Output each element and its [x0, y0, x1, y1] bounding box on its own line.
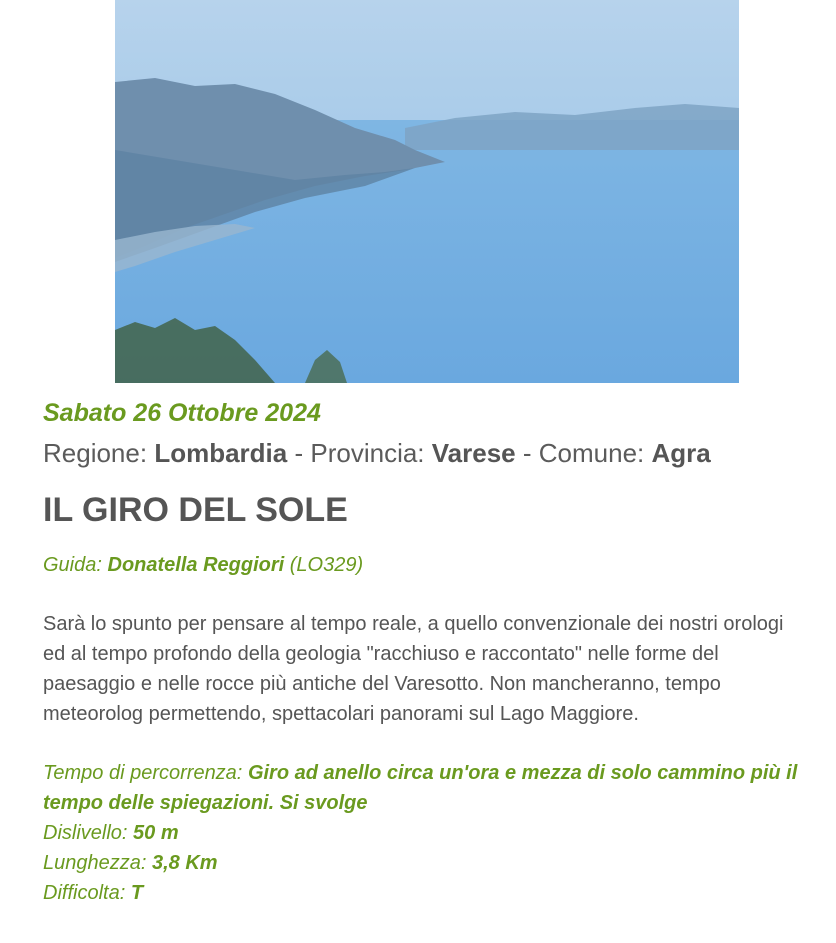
separator: - — [522, 438, 532, 468]
region-label: Regione: — [43, 438, 148, 468]
separator: - — [294, 438, 304, 468]
guide-name: Donatella Reggiori — [107, 554, 285, 576]
guide-label: Guida: — [43, 554, 102, 576]
length-value: 3,8 Km — [151, 852, 218, 874]
elevation-value: 50 m — [133, 822, 179, 844]
difficulty-value: T — [130, 882, 144, 904]
length-label: Lunghezza: — [43, 852, 147, 874]
event-title: IL GIRO DEL SOLE — [43, 491, 348, 529]
event-content — [43, 396, 813, 908]
elevation-label: Dislivello: — [43, 822, 128, 844]
lake-panorama-photo — [115, 0, 739, 383]
comune-label: Comune: — [538, 438, 645, 468]
length-row — [43, 848, 803, 878]
duration-label: Tempo di percorrenza: — [43, 762, 243, 784]
difficulty-row — [43, 878, 803, 908]
event-description: Sarà lo spunto per pensare al tempo reale, a quello convenzionale dei nostri orologi ed al tempo profondo della geologia "racchiuso e raccontato" nelle forme del paesaggio e nelle rocce più antiche del Varesotto. Non mancheranno, tempo meteorolog permettendo, spettacolari panorami sul Lago Maggiore. — [43, 613, 784, 725]
province-label: Provincia: — [310, 438, 425, 468]
duration-value: Giro ad anello circa un'ora e mezza di solo cammino più il tempo delle spiegazioni. Si svolge — [43, 762, 798, 814]
province-value: Varese — [431, 438, 516, 468]
lake-landscape — [115, 0, 739, 383]
duration-row — [43, 758, 803, 818]
guide-line — [43, 551, 813, 579]
region-value: Lombardia — [154, 438, 288, 468]
difficulty-label: Difficolta: — [43, 882, 126, 904]
guide-code: (LO329) — [289, 554, 364, 576]
elevation-row — [43, 818, 803, 848]
comune-value: Agra — [651, 438, 711, 468]
event-details — [43, 758, 803, 908]
event-date: Sabato 26 Ottobre 2024 — [43, 399, 321, 427]
location-line — [43, 437, 813, 469]
